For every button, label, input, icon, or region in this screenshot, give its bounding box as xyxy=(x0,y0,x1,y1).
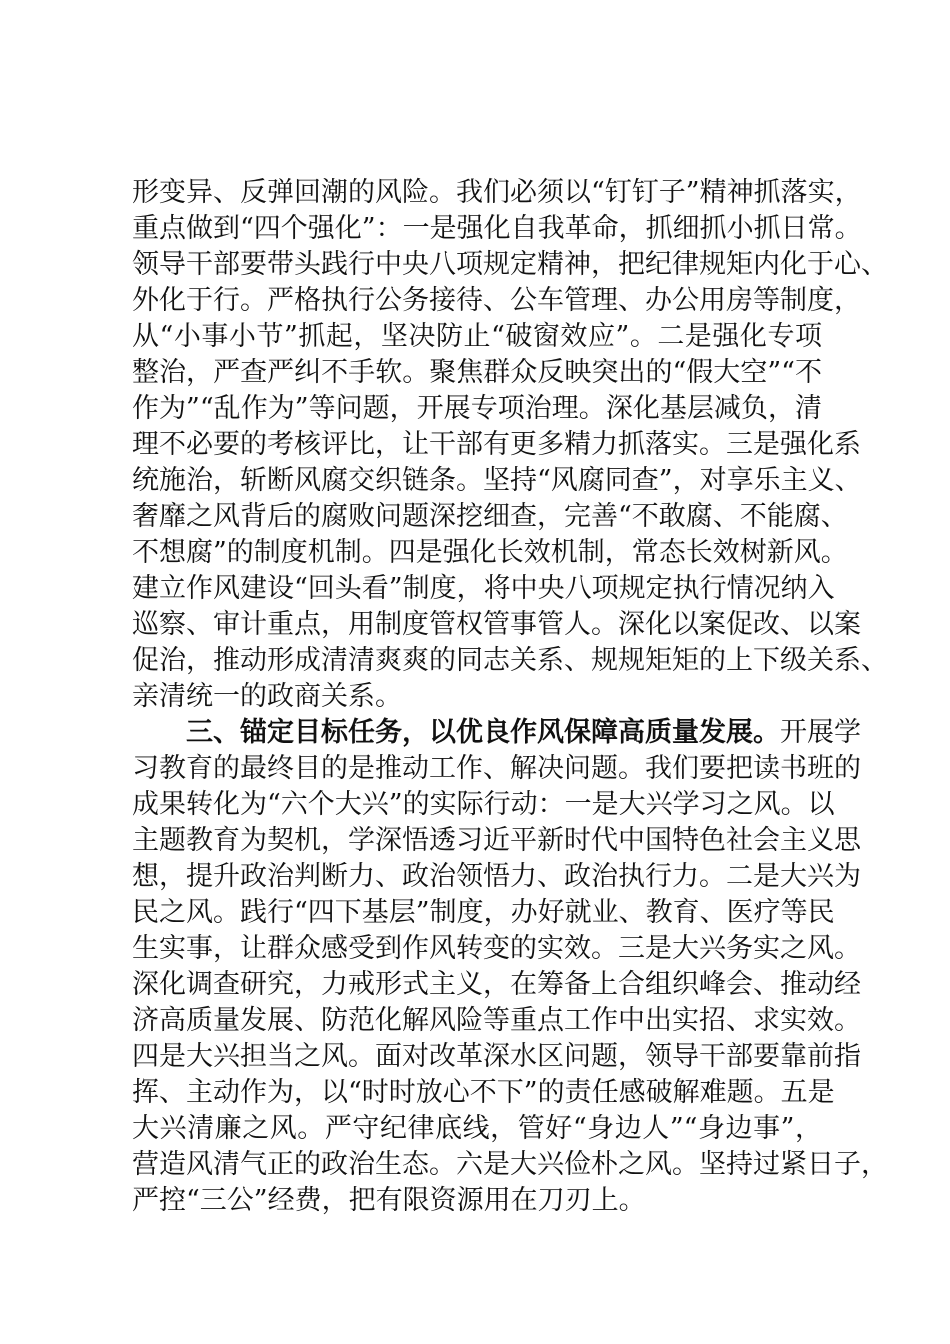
text-line: 促治，推动形成清清爽爽的同志关系、规规矩矩的上下级关系、 xyxy=(132,645,888,676)
text-line: 大兴清廉之风。严守纪律底线，管好“身边人”“身边事”， xyxy=(132,1113,822,1144)
text-line: 济高质量发展、防范化解风险等重点工作中出实招、求实效。 xyxy=(132,1005,861,1036)
text-line: 挥、主动作为，以“时时放心不下”的责任感破解难题。五是 xyxy=(132,1077,835,1108)
text-line: 奢靡之风背后的腐败问题深挖细查，完善“不敢腐、不能腐、 xyxy=(132,501,848,532)
text-line: 领导干部要带头践行中央八项规定精神，把纪律规矩内化于心、 xyxy=(132,249,888,280)
text-line: 生实事，让群众感受到作风转变的实效。三是大兴务实之风。 xyxy=(132,933,861,964)
text-line: 作为”“乱作为”等问题，开展专项治理。深化基层减负，清 xyxy=(132,393,822,424)
section-heading-line xyxy=(186,716,861,750)
text-line: 不想腐”的制度机制。四是强化长效机制，常态长效树新风。 xyxy=(132,537,848,568)
text-line: 外化于行。严格执行公务接待、公车管理、办公用房等制度， xyxy=(132,285,861,316)
text-line: 民之风。践行“四下基层”制度，办好就业、教育、医疗等民 xyxy=(132,897,835,928)
text-line: 理不必要的考核评比，让干部有更多精力抓落实。三是强化系 xyxy=(132,429,861,460)
text-line: 深化调查研究，力戒形式主义，在筹备上合组织峰会、推动经 xyxy=(132,969,861,1000)
section-heading: 三、锚定目标任务，以优良作风保障高质量发展。 xyxy=(186,717,780,748)
text-line: 从“小事小节”抓起，坚决防止“破窗效应”。二是强化专项 xyxy=(132,321,822,352)
text-line: 建立作风建设“回头看”制度，将中央八项规定执行情况纳入 xyxy=(132,573,835,604)
text-line: 整治，严查严纠不手软。聚焦群众反映突出的“假大空”“不 xyxy=(132,357,822,388)
text-line: 统施治，斩断风腐交织链条。坚持“风腐同查”，对享乐主义、 xyxy=(132,465,862,496)
text-line: 成果转化为“六个大兴”的实际行动：一是大兴学习之风。以 xyxy=(132,789,835,820)
text-line: 亲清统一的政商关系。 xyxy=(132,681,402,712)
text-line: 重点做到“四个强化”：一是强化自我革命，抓细抓小抓日常。 xyxy=(132,213,862,244)
section-heading-tail: 开展学 xyxy=(780,717,861,748)
text-line: 形变异、反弹回潮的风险。我们必须以“钉钉子”精神抓落实， xyxy=(132,177,862,208)
text-line: 主题教育为契机，学深悟透习近平新时代中国特色社会主义思 xyxy=(132,825,861,856)
text-line: 想，提升政治判断力、政治领悟力、政治执行力。二是大兴为 xyxy=(132,861,861,892)
text-line: 严控“三公”经费，把有限资源用在刀刃上。 xyxy=(132,1185,646,1216)
text-line: 巡察、审计重点，用制度管权管事管人。深化以案促改、以案 xyxy=(132,609,861,640)
text-line: 习教育的最终目的是推动工作、解决问题。我们要把读书班的 xyxy=(132,753,861,784)
text-line: 营造风清气正的政治生态。六是大兴俭朴之风。坚持过紧日子， xyxy=(132,1149,888,1180)
text-line: 四是大兴担当之风。面对改革深水区问题，领导干部要靠前指 xyxy=(132,1041,861,1072)
